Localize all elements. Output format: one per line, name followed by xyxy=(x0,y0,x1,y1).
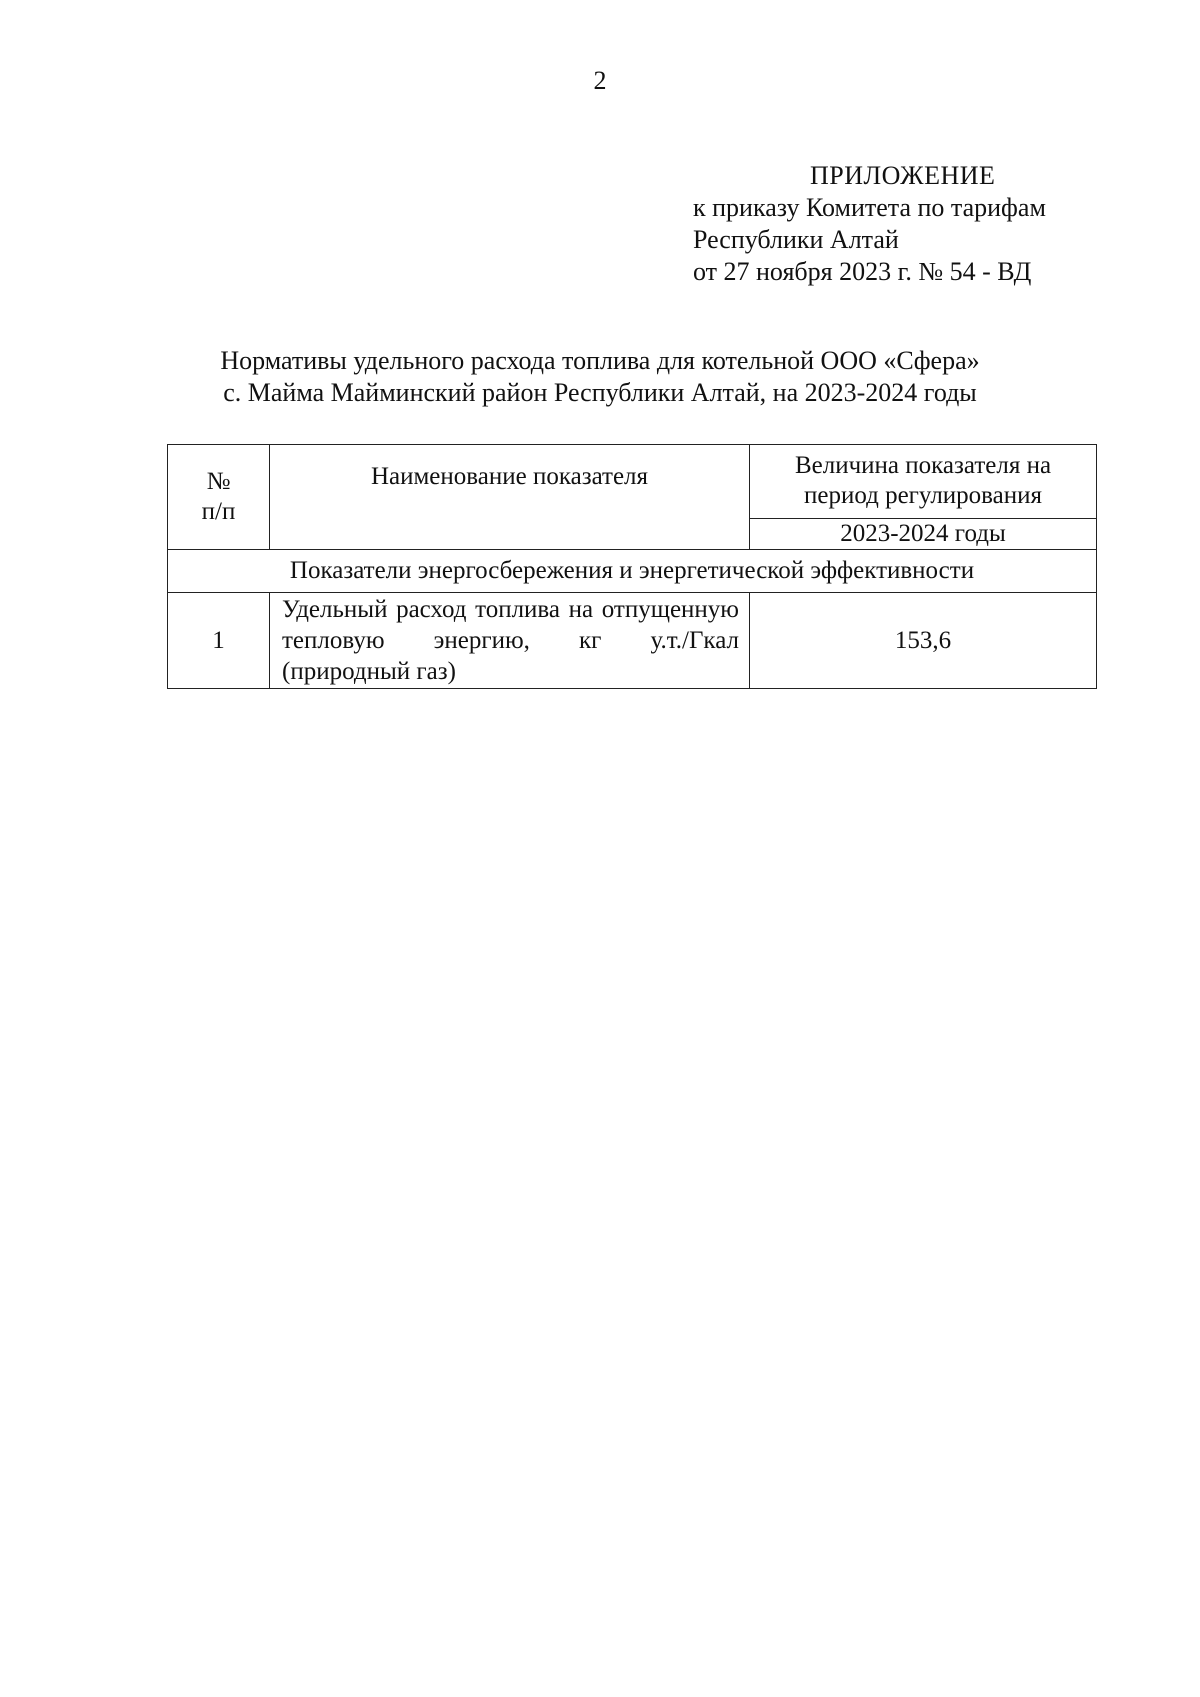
page-number: 2 xyxy=(593,66,607,95)
document-title-line-1: Нормативы удельного расхода топлива для котельной ООО «Сфера» xyxy=(220,346,980,375)
section-title-cell: Показатели энергосбережения и энергетической эффективности xyxy=(168,550,1097,593)
norms-table xyxy=(167,444,1097,689)
header-number-cell xyxy=(168,445,270,550)
table-section-row xyxy=(168,550,1097,593)
document-title-line-2: с. Майма Майминский район Республики Алтай, на 2023-2024 годы xyxy=(223,378,977,407)
header-value-line-2: период регулирования xyxy=(803,482,1043,510)
table-row xyxy=(168,593,1097,689)
appendix-line-republic: Республики Алтай xyxy=(693,225,899,254)
header-name-cell xyxy=(270,445,750,550)
appendix-block xyxy=(693,160,1046,288)
header-value-cell xyxy=(750,445,1097,519)
appendix-line-order: к приказу Комитета по тарифам xyxy=(693,193,1046,222)
header-number-symbol: № xyxy=(206,468,231,495)
row-value-cell: 153,6 xyxy=(750,593,1097,689)
row-name-cell: Удельный расход топлива на отпущенную тепловую энергию, кг у.т./Гкал (природный газ) xyxy=(270,593,750,689)
row-number-cell: 1 xyxy=(168,593,270,689)
header-value-line-1: Величина показателя на xyxy=(794,452,1052,480)
header-number-abbrev: п/п xyxy=(201,498,236,525)
appendix-line-date: от 27 ноября 2023 г. № 54 - ВД xyxy=(693,257,1032,286)
appendix-title: ПРИЛОЖЕНИЕ xyxy=(810,161,996,190)
document-title xyxy=(0,345,1200,409)
table-header-row xyxy=(168,445,1097,519)
header-period-cell: 2023-2024 годы xyxy=(750,518,1097,549)
header-name-label: Наименование показателя xyxy=(370,463,649,490)
